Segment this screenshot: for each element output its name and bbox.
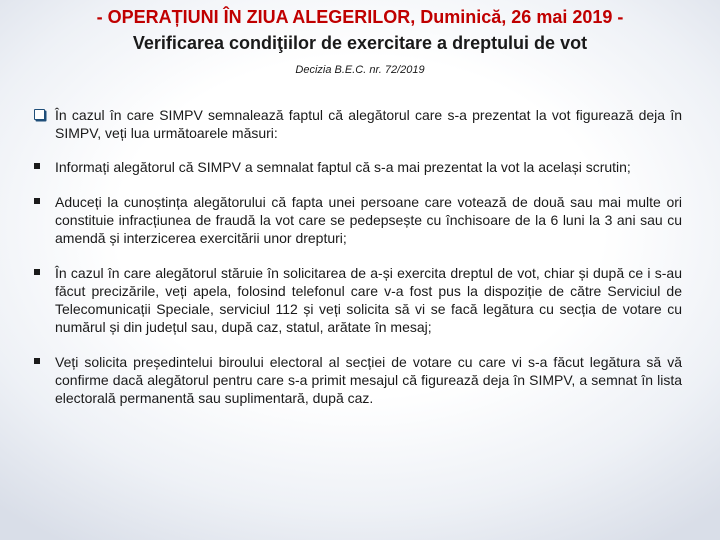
list-item: [38, 158, 682, 176]
list-item-text: Informați alegătorul că SIMPV a semnalat faptul că s-a mai prezentat la vot la același scrutin;: [55, 159, 631, 175]
decision-reference: Decizia B.E.C. nr. 72/2019: [295, 64, 425, 76]
title-line-2: Verificarea condiţiilor de exercitare a dreptului de vot: [132, 33, 588, 53]
list-item-text: Veți solicita președintelui biroului electoral al secției de votare cu care vi s-a făcut legătura să vă confirme dacă alegătorul pentru care s-a primit mesajul că figurează deja în SIMPV, a semnat în lista electorală permanentă sau suplimentară, după caz.: [55, 354, 682, 406]
list-item-text: În cazul în care alegătorul stăruie în solicitarea de a-și exercita dreptul de vot, chiar și după ce i s-au făcut precizările, veți apela, folosind telefonul care v-a fost pus la dispoziție de către Serviciul de Telecomunicații Speciale, serviciul 112 și veți solicita să vi se facă legătura cu secția de votare cu numărul și din județul sau, după caz, statul, arătate în mesaj;: [55, 265, 682, 335]
measures-list: [38, 158, 682, 407]
list-item-text: Aduceți la cunoștința alegătorului că fapta unei persoane care votează de două sau mai multe ori constituie infracțiunea de fraudă la vot care se pedepsește cu închisoare de la 6 luni la 3 ani sau cu amendă și interzicerea exercitării unor drepturi;: [55, 194, 682, 246]
slide-content: [38, 106, 682, 424]
square-bullet-icon: [34, 163, 40, 169]
square-bullet-icon: [34, 358, 40, 364]
square-bullet-icon: [34, 198, 40, 204]
checkbox-square-icon: [34, 109, 45, 120]
list-item: [38, 353, 682, 407]
intro-text: În cazul în care SIMPV semnalează faptul că alegătorul care s-a prezentat la vot figurează deja în SIMPV, veți lua următoarele măsuri:: [55, 107, 682, 141]
intro-paragraph: [38, 106, 682, 142]
list-item: [38, 264, 682, 336]
square-bullet-icon: [34, 269, 40, 275]
title-line-1: - OPERAȚIUNI ÎN ZIUA ALEGERILOR, Duminică, 26 mai 2019 -: [96, 7, 624, 27]
list-item: [38, 193, 682, 247]
slide-header: [0, 6, 720, 77]
